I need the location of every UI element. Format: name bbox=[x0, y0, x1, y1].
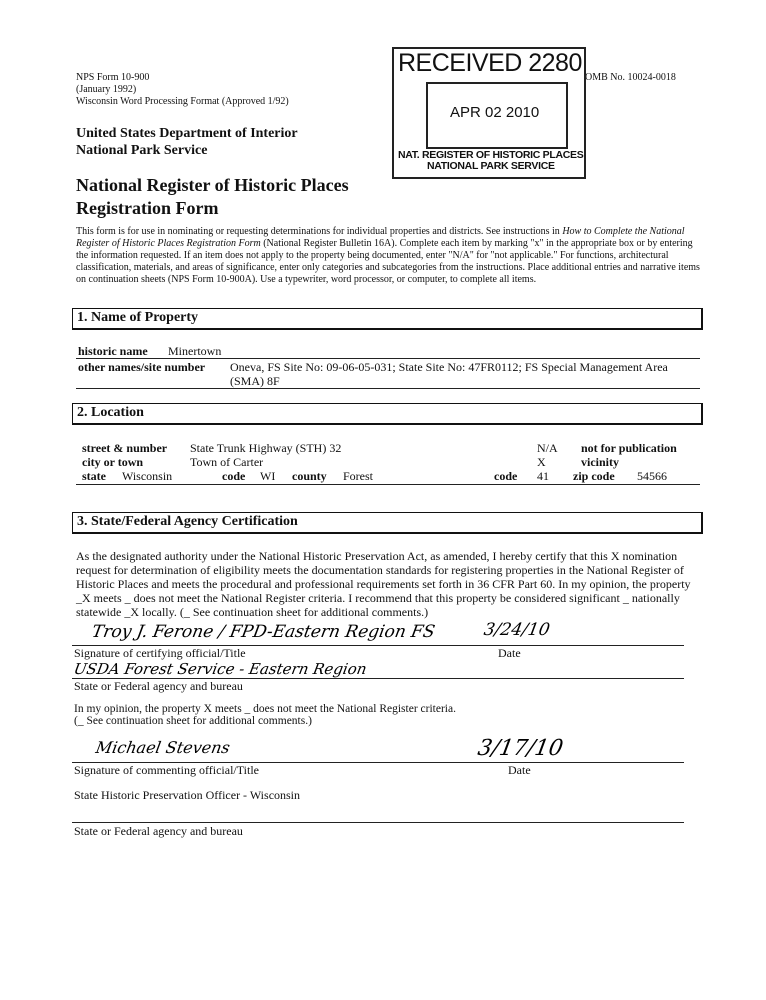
section-3-header: 3. State/Federal Agency Certification bbox=[72, 512, 703, 534]
certifying-date: 3/24/10 bbox=[482, 620, 552, 640]
opinion-text: In my opinion, the property X meets _ does not meet the National Register criteria. bbox=[74, 703, 456, 715]
stamp-date-box bbox=[426, 82, 568, 149]
city-value: Town of Carter bbox=[190, 455, 264, 469]
service: National Park Service bbox=[76, 143, 208, 158]
received-stamp bbox=[392, 47, 586, 179]
section-2-header: 2. Location bbox=[72, 403, 703, 425]
county-code-label: code bbox=[494, 469, 518, 483]
form-number: NPS Form 10-900 bbox=[76, 72, 150, 83]
agency-label-2: State or Federal agency and bureau bbox=[74, 824, 243, 838]
code-label: code bbox=[222, 469, 246, 483]
certification-text: As the designated authority under the National Historic Preservation Act, as amended, I hereby certify that this X nomination request for determination of eligibility meets the documentation standards for registering properties in the National Register of Historic Places and meets the procedural and professional requirements set forth in 36 CFR Part 60. In my opinion, the property _X meets _ does not meet the National Register criteria. I recommend that this property be considered significant _ nationally statewide _X locally. (_ See continuation sheet for additional comments.) bbox=[76, 549, 691, 619]
city-label: city or town bbox=[82, 455, 144, 469]
page-title: National Register of Historic Places bbox=[76, 175, 349, 195]
state-label: state bbox=[82, 469, 106, 483]
signature-line bbox=[72, 822, 684, 823]
department: United States Department of Interior bbox=[76, 126, 298, 141]
vicinity-mark: X bbox=[537, 455, 546, 469]
certifying-signature: Troy J. Ferone / FPD-Eastern Region FS bbox=[90, 622, 437, 642]
vicinity-label: vicinity bbox=[581, 455, 619, 469]
form-format: Wisconsin Word Processing Format (Approved 1/92) bbox=[76, 96, 289, 107]
commenting-signature-label: Signature of commenting official/Title bbox=[74, 763, 259, 777]
historic-name-value: Minertown bbox=[168, 344, 222, 358]
signature-label: Signature of certifying official/Title bbox=[74, 646, 246, 660]
historic-name-label: historic name bbox=[78, 344, 148, 358]
page-subtitle: Registration Form bbox=[76, 198, 219, 218]
commenting-date-label: Date bbox=[508, 763, 531, 777]
date-label: Date bbox=[498, 646, 521, 660]
section-1-header: 1. Name of Property bbox=[72, 308, 703, 330]
street-value: State Trunk Highway (STH) 32 bbox=[190, 441, 342, 455]
code-value: WI bbox=[260, 469, 276, 483]
agency-label: State or Federal agency and bureau bbox=[74, 679, 243, 693]
zip-value: 54566 bbox=[637, 469, 667, 483]
certifying-agency: USDA Forest Service - Eastern Region bbox=[72, 660, 369, 678]
county-label: county bbox=[292, 469, 327, 483]
county-value: Forest bbox=[343, 469, 373, 483]
commenting-date: 3/17/10 bbox=[475, 736, 566, 761]
stamp-received: RECEIVED 2280 bbox=[398, 49, 582, 77]
other-names-label: other names/site number bbox=[78, 360, 206, 374]
state-value: Wisconsin bbox=[122, 469, 173, 483]
stamp-date: APR 02 2010 bbox=[450, 104, 540, 121]
not-for-publication-label: not for publication bbox=[581, 441, 677, 455]
commenting-signature: Michael Stevens bbox=[94, 738, 232, 757]
divider bbox=[76, 358, 700, 359]
stamp-line1: NAT. REGISTER OF HISTORIC PLACES bbox=[398, 149, 584, 161]
divider bbox=[76, 388, 700, 389]
street-label: street & number bbox=[82, 441, 168, 455]
divider bbox=[76, 484, 700, 485]
shpo-title: State Historic Preservation Officer - Wisconsin bbox=[74, 788, 301, 802]
stamp-line2: NATIONAL PARK SERVICE bbox=[427, 160, 555, 172]
county-code-value: 41 bbox=[537, 469, 549, 483]
form-date: (January 1992) bbox=[76, 84, 137, 95]
zip-label: zip code bbox=[573, 469, 615, 483]
street-na: N/A bbox=[537, 441, 558, 455]
continuation-note: (_ See continuation sheet for additional comments.) bbox=[74, 715, 312, 727]
other-names-value: Oneva, FS Site No: 09-06-05-031; State Site No: 47FR0112; FS Special Management Area (SMA) 8F bbox=[230, 360, 668, 388]
instructions: This form is for use in nominating or requesting determinations for individual properties and districts. See instructions in How to Complete the National Register of Historic Places Registration Form (National Register Bulletin 16A). Complete each item by marking "x" in the appropriate box or by entering the information requested. If an item does not apply to the property being documented, enter "N/A" for "not applicable." For functions, architectural classification, materials, and areas of significance, enter only categories and subcategories from the instructions. Place additional entries and narrative items on continuation sheets (NPS Form 10-900A). Use a typewriter, word processor, or computer, to complete all items. bbox=[76, 226, 700, 285]
omb-number: OMB No. 10024-0018 bbox=[585, 72, 676, 83]
